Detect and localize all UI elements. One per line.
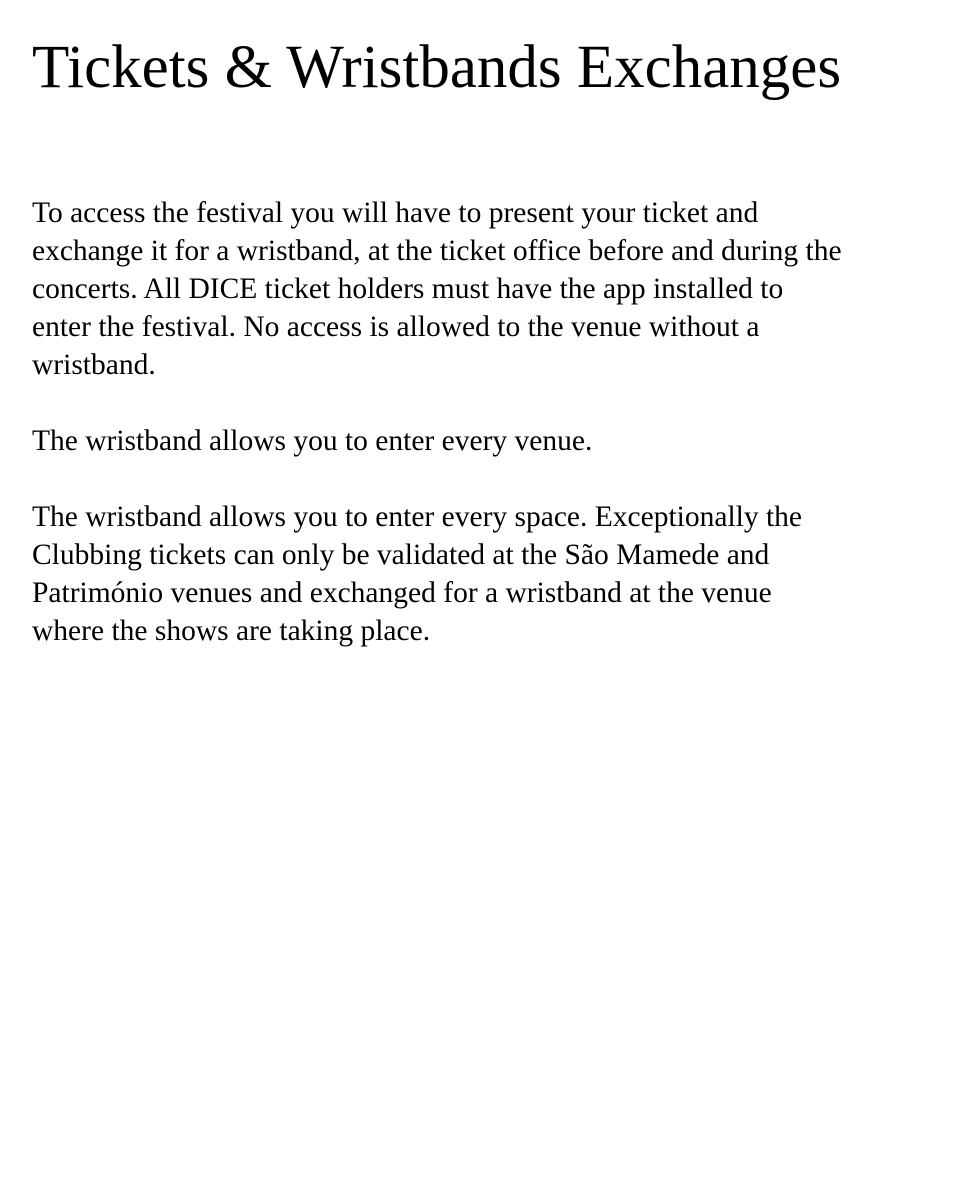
body-text [32,194,912,650]
paragraph-venue-access: The wristband allows you to enter every venue. [32,425,593,457]
page-content [32,28,912,688]
paragraph-access-info: To access the festival you will have to present your ticket and exchange it for a wristband, at the ticket office before and during the concerts. All DICE ticket holders must have the app installed to enter the festival. No access is allowed to the venue without a wristband. [32,197,842,381]
page-title: Tickets & Wristbands Exchanges [32,34,842,101]
paragraph-clubbing-exception: The wristband allows you to enter every space. Exceptionally the Clubbing tickets can only be validated at the São Mamede and Património venues and exchanged for a wristband at the venue where the shows are taking place. [32,501,803,647]
